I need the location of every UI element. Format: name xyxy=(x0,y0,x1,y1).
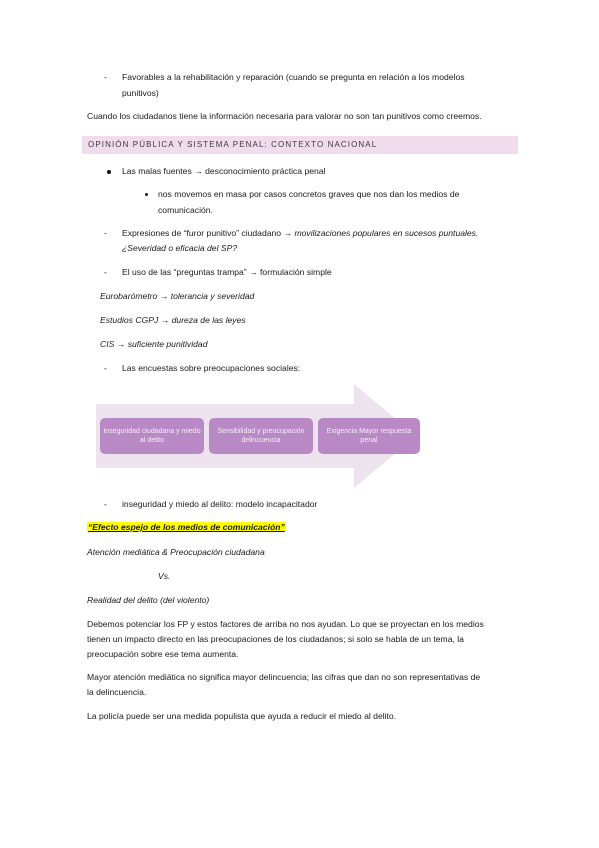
process-box-inseguridad-label: Inseguridad ciudadana y miedo al delito xyxy=(103,428,201,444)
section-heading: OPINIÓN PÚBLICA Y SISTEMA PENAL: CONTEXTO NACIONAL xyxy=(88,140,378,149)
bullet-dot xyxy=(107,170,111,174)
process-box-sensibilidad-label: Sensibilidad y preocupación delincuencia xyxy=(217,428,305,444)
list-dash: - xyxy=(104,267,107,277)
effect-title: “Efecto espejo de los medios de comunicación” xyxy=(88,522,285,532)
list-dash: - xyxy=(104,72,107,82)
effect-line1: Atención mediática & Preocupación ciudadana xyxy=(87,547,265,557)
process-box-exigencia-label: Exigencia Mayor respuesta penal xyxy=(326,428,412,444)
source-eurobarometro: Eurobarómetro → tolerancia y severidad xyxy=(100,291,255,301)
paragraph-1-line2: tienen un impacto directo en las preocupaciones de los ciudadanos; si solo se habla de un tema, la xyxy=(87,634,464,644)
paragraph-1-line1: Debemos potenciar los FP y estos factores de arriba no nos ayudan. Lo que se proyectan en los medios xyxy=(87,619,484,629)
paragraph-2-line2: la delincuencia. xyxy=(87,687,147,697)
item-furor-punitivo xyxy=(122,228,478,238)
item-favorables-line2: punitivos) xyxy=(122,88,159,98)
process-box-exigencia xyxy=(318,418,420,454)
process-box-sensibilidad xyxy=(209,418,313,454)
item-favorables-line1: Favorables a la rehabilitación y reparación (cuando se pregunta en relación a los modelos xyxy=(122,72,465,82)
source-cgpj: Estudios CGPJ → dureza de las leyes xyxy=(100,315,246,325)
list-dash: - xyxy=(104,499,107,509)
list-dash: - xyxy=(104,228,107,238)
sub-bullet-line1: nos movemos en masa por casos concretos graves que nos dan los medios de xyxy=(158,189,460,199)
intro-paragraph: Cuando los ciudadanos tiene la información necesaria para valorar no son tan punitivos como creemos. xyxy=(87,111,482,121)
paragraph-1-line3: preocupación sobre ese tema aumenta. xyxy=(87,649,239,659)
paragraph-2-line1: Mayor atención mediática no significa mayor delincuencia; las cifras que dan no son representativas de xyxy=(87,672,481,682)
furor-italic-text: movilizaciones populares en sucesos puntuales. xyxy=(294,228,479,238)
furor-line2: ¿Severidad o eficacia del SP? xyxy=(122,243,238,253)
paragraph-3: La policía puede ser una medida populista que ayuda a reducir el miedo al delito. xyxy=(87,711,397,721)
item-inseguridad: inseguridad y miedo al delito: modelo incapacitador xyxy=(122,499,318,509)
effect-vs: Vs. xyxy=(158,571,171,581)
process-box-inseguridad xyxy=(100,418,204,454)
source-cis: CIS → suficiente punitividad xyxy=(100,339,208,349)
effect-line2: Realidad del delito (del violento) xyxy=(87,595,210,605)
bullet-malas-fuentes: Las malas fuentes → desconocimiento práctica penal xyxy=(122,166,326,176)
furor-bold-text: Expresiones de “furor punitivo” ciudadano → xyxy=(122,228,293,238)
sub-bullet-line2: comunicación. xyxy=(158,205,213,215)
sub-bullet-dot xyxy=(145,193,148,196)
item-encuestas: Las encuestas sobre preocupaciones sociales: xyxy=(122,363,301,373)
item-preguntas-trampa: El uso de las “preguntas trampa” → formulación simple xyxy=(122,267,332,277)
list-dash: - xyxy=(104,363,107,373)
